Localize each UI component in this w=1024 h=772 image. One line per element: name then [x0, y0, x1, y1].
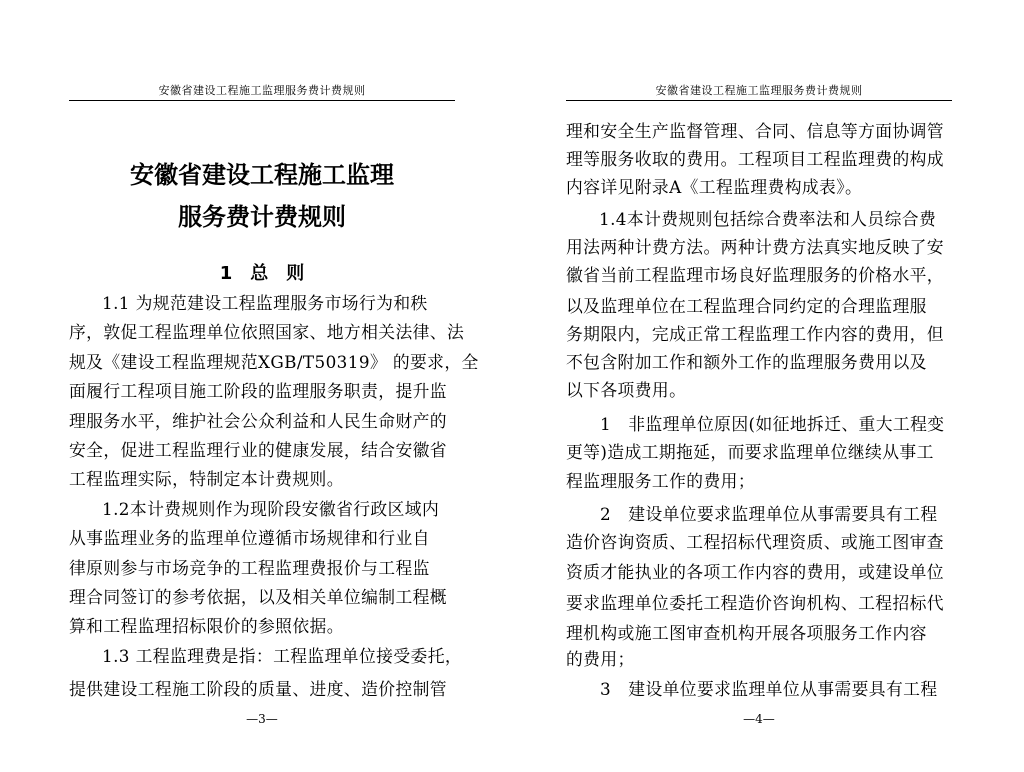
paragraph-line: 的费用； [566, 649, 635, 669]
paragraph-line: 理服务水平，维护社会公众利益和人民生命财产的 [69, 411, 447, 431]
paragraph-line: 理合同签订的参考依据，以及相关单位编制工程概 [69, 587, 447, 607]
right-page [566, 0, 952, 772]
running-header: 安徽省建设工程施工监理服务费计费规则 [655, 84, 863, 97]
paragraph-line: 理机构或施工图审查机构开展各项服务工作内容 [566, 623, 927, 643]
left-page [69, 0, 479, 772]
paragraph-line: 2 建设单位要求监理单位从事需要具有工程 [600, 504, 938, 524]
paragraph-line: 1.1 为规范建设工程监理服务市场行为和秩 [102, 293, 428, 313]
paragraph-line: 3 建设单位要求监理单位从事需要具有工程 [600, 679, 938, 699]
paragraph-line: 从事监理业务的监理单位遵循市场规律和行业自 [69, 528, 430, 548]
header-rule [69, 100, 455, 101]
paragraph-line: 理等服务收取的费用。工程项目工程监理费的构成 [566, 149, 944, 169]
page-number: —3— [246, 712, 278, 726]
paragraph-line: 序，敦促工程监理单位依照国家、地方相关法律、法 [69, 322, 465, 342]
document-title-line-2: 服务费计费规则 [178, 203, 346, 231]
paragraph-line: 律原则参与市场竞争的工程监理费报价与工程监 [69, 558, 430, 578]
paragraph-line: 面履行工程项目施工阶段的监理服务职责，提升监 [69, 381, 447, 401]
paragraph-line: 理和安全生产监督管理、合同、信息等方面协调管 [566, 121, 944, 141]
paragraph-line: 以及监理单位在工程监理合同约定的合理监理服 [566, 296, 927, 316]
paragraph-line: 1.2本计费规则作为现阶段安徽省行政区域内 [102, 499, 440, 519]
document-title-line-1: 安徽省建设工程施工监理 [130, 161, 394, 189]
paragraph-line: 1.3 工程监理费是指：工程监理单位接受委托， [102, 646, 463, 666]
paragraph-line: 1.4本计费规则包括综合费率法和人员综合费 [599, 209, 937, 229]
paragraph-line: 规及《建设工程监理规范XGB/T50319》 的要求，全 [69, 352, 479, 372]
paragraph-line: 造价咨询资质、工程招标代理资质、或施工图审查 [566, 532, 944, 552]
header-rule [566, 100, 952, 101]
paragraph-line: 算和工程监理招标限价的参照依据。 [69, 616, 344, 636]
paragraph-line: 程监理服务工作的费用； [566, 471, 755, 491]
paragraph-line: 要求监理单位委托工程造价咨询机构、工程招标代 [566, 593, 944, 613]
page-number: —4— [743, 712, 775, 726]
paragraph-line: 内容详见附录A《工程监理费构成表》。 [566, 177, 863, 197]
paragraph-line: 徽省当前工程监理市场良好监理服务的价格水平， [566, 265, 944, 285]
paragraph-line: 1 非监理单位原因(如征地拆迁、重大工程变 [600, 414, 945, 434]
paragraph-line: 工程监理实际，特制定本计费规则。 [69, 469, 344, 489]
paragraph-line: 用法两种计费方法。两种计费方法真实地反映了安 [566, 237, 944, 257]
paragraph-line: 资质才能执业的各项工作内容的费用，或建设单位 [566, 562, 944, 582]
paragraph-line: 更等)造成工期拖延，而要求监理单位继续从事工 [566, 442, 934, 462]
section-heading: 1 总 则 [219, 263, 305, 284]
paragraph-line: 以下各项费用。 [566, 380, 687, 400]
paragraph-line: 务期限内，完成正常工程监理工作内容的费用，但 [566, 324, 944, 344]
paragraph-line: 提供建设工程施工阶段的质量、进度、造价控制管 [69, 679, 447, 699]
paragraph-line: 不包含附加工作和额外工作的监理服务费用以及 [566, 352, 927, 372]
paragraph-line: 安全，促进工程监理行业的健康发展，结合安徽省 [69, 440, 447, 460]
running-header: 安徽省建设工程施工监理服务费计费规则 [158, 84, 366, 97]
